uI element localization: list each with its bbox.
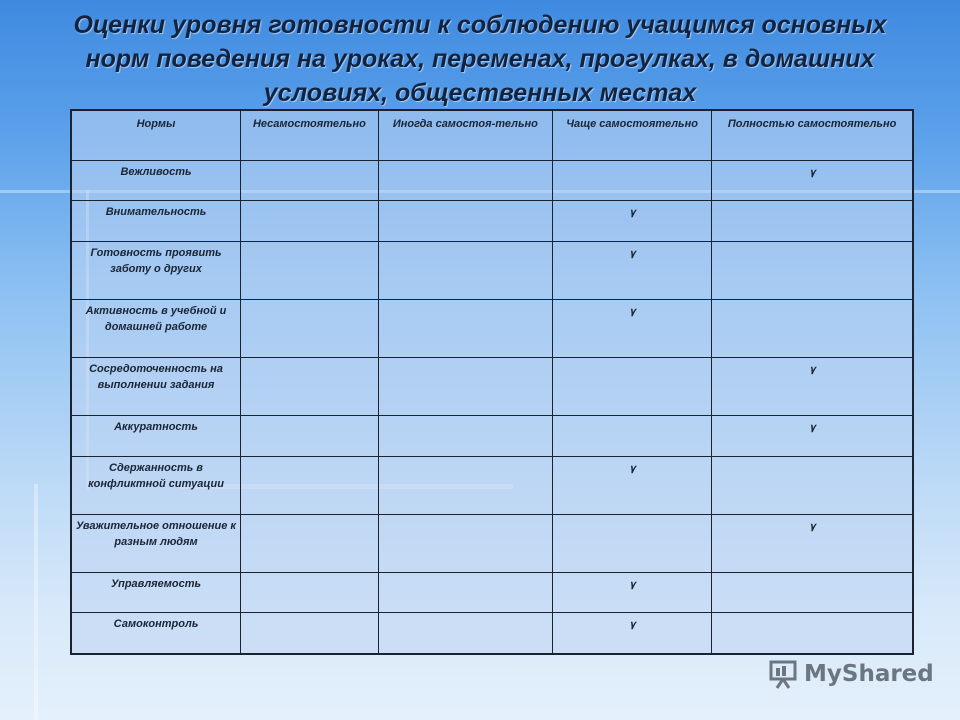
check-mark: ٧	[552, 299, 711, 357]
presentation-icon	[768, 659, 798, 689]
empty-cell	[241, 613, 379, 654]
decorative-stripe	[34, 484, 38, 720]
table-row	[71, 241, 913, 299]
empty-cell	[241, 161, 379, 201]
empty-cell	[378, 299, 552, 357]
norm-label: Вежливость	[71, 161, 241, 201]
header-norms: Нормы	[71, 110, 241, 161]
empty-cell	[378, 416, 552, 456]
norm-label: Активность в учебной и домашней работе	[71, 299, 241, 357]
table-row	[71, 613, 913, 654]
norm-label: Уважительное отношение к разным людям	[71, 514, 241, 572]
empty-cell	[378, 456, 552, 514]
empty-cell	[378, 241, 552, 299]
empty-cell	[241, 299, 379, 357]
empty-cell	[552, 358, 711, 416]
empty-cell	[378, 573, 552, 613]
watermark-logo	[768, 658, 934, 690]
norm-label: Внимательность	[71, 201, 241, 241]
empty-cell	[378, 514, 552, 572]
norm-label: Готовность проявить заботу о других	[71, 241, 241, 299]
table-row	[71, 416, 913, 456]
empty-cell	[712, 573, 913, 613]
empty-cell	[378, 613, 552, 654]
check-mark: ٧	[712, 416, 913, 456]
empty-cell	[712, 613, 913, 654]
header-often-independent: Чаще самостоятельно	[552, 110, 711, 161]
header-sometimes-independent: Иногда самостоя-тельно	[378, 110, 552, 161]
check-mark: ٧	[552, 573, 711, 613]
empty-cell	[378, 201, 552, 241]
empty-cell	[712, 299, 913, 357]
norm-label: Сосредоточенность на выполнении задания	[71, 358, 241, 416]
empty-cell	[241, 201, 379, 241]
header-fully-independent: Полностью самостоятельно	[712, 110, 913, 161]
check-mark: ٧	[552, 613, 711, 654]
empty-cell	[552, 416, 711, 456]
empty-cell	[241, 456, 379, 514]
table-header-row	[71, 110, 913, 161]
empty-cell	[378, 358, 552, 416]
empty-cell	[712, 241, 913, 299]
check-mark: ٧	[712, 161, 913, 201]
empty-cell	[712, 201, 913, 241]
norms-table	[70, 109, 914, 655]
table-row	[71, 161, 913, 201]
empty-cell	[712, 456, 913, 514]
norm-label: Сдержанность в конфликтной ситуации	[71, 456, 241, 514]
check-mark: ٧	[712, 514, 913, 572]
empty-cell	[241, 573, 379, 613]
norm-label: Управляемость	[71, 573, 241, 613]
norm-label: Самоконтроль	[71, 613, 241, 654]
norm-label: Аккуратность	[71, 416, 241, 456]
table-row	[71, 456, 913, 514]
check-mark: ٧	[712, 358, 913, 416]
empty-cell	[552, 514, 711, 572]
page-title: Оценки уровня готовности к соблюдению учащимся основных норм поведения на уроках, переменах, прогулках, в домашних условиях, общественных местах	[73, 11, 887, 107]
empty-cell	[241, 416, 379, 456]
empty-cell	[241, 358, 379, 416]
header-not-independent: Несамостоятельно	[241, 110, 379, 161]
check-mark: ٧	[552, 241, 711, 299]
check-mark: ٧	[552, 456, 711, 514]
table-row	[71, 299, 913, 357]
table-row	[71, 514, 913, 572]
empty-cell	[241, 514, 379, 572]
table-row	[71, 201, 913, 241]
watermark-text: MyShared	[804, 661, 934, 687]
table-row	[71, 358, 913, 416]
table-row	[71, 573, 913, 613]
empty-cell	[378, 161, 552, 201]
check-mark: ٧	[552, 201, 711, 241]
empty-cell	[241, 241, 379, 299]
empty-cell	[552, 161, 711, 201]
